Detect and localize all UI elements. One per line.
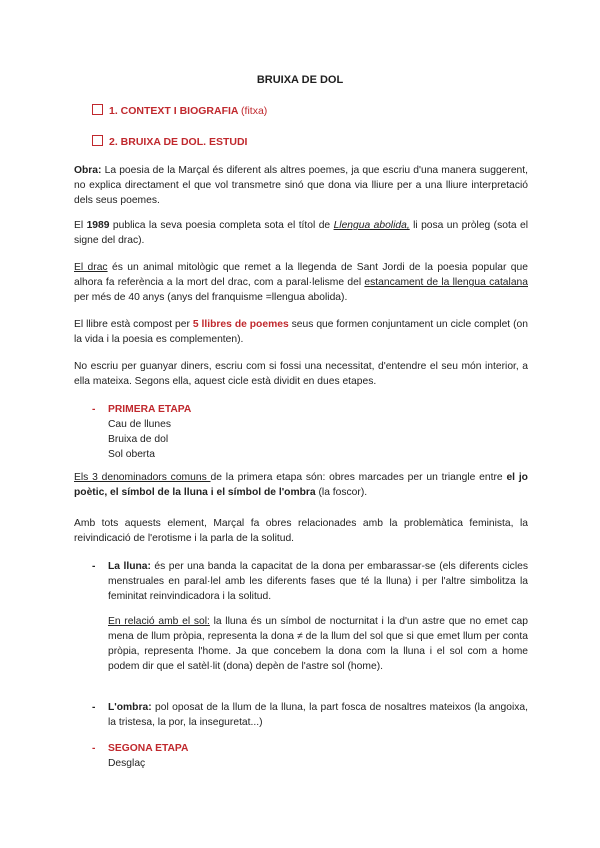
bullet-text: és per una banda la capacitat de la dona per embarassar-se (els diferents cicles menstruales en paral·lel amb les diferents fases que té la lluna) i per l'altre simbolitza la feminitat reinvindicadora i la solitud. bbox=[108, 561, 528, 602]
section-label: 1. CONTEXT I BIOGRAFIA bbox=[109, 105, 239, 117]
bullet-lead: La lluna: bbox=[108, 561, 151, 572]
bullet-text: pol oposat de la llum de la lluna, la part fosca de nosaltres mateixos (la angoixa, la tristesa, la por, la inseguretat...) bbox=[108, 702, 528, 728]
highlight-text: 5 llibres de poemes bbox=[192, 319, 289, 330]
underlined-text: Els 3 denominadors comuns bbox=[74, 472, 211, 483]
paragraph-drac bbox=[74, 260, 528, 305]
text-run: de la primera etapa són: obres marcades per un triangle entre bbox=[210, 472, 507, 483]
section-note: (fitxa) bbox=[241, 105, 268, 117]
dash-bullet: - bbox=[92, 561, 96, 572]
stage-segona bbox=[92, 741, 528, 771]
dash-bullet: - bbox=[92, 743, 96, 754]
checkbox-icon[interactable] bbox=[92, 135, 103, 146]
paragraph-feminista bbox=[74, 516, 528, 546]
text-run: (la foscor). bbox=[315, 487, 368, 498]
year: 1989 bbox=[86, 220, 110, 231]
text-run: per més de 40 anys (anys del franquisme =llengua abolida). bbox=[74, 292, 348, 303]
paragraph-obra bbox=[74, 163, 528, 208]
underlined-text: En relació amb el sol: bbox=[108, 616, 210, 627]
section-context-biografia[interactable] bbox=[92, 104, 267, 119]
dash-bullet: - bbox=[92, 702, 96, 713]
paragraph-text: Amb tots aquests element, Marçal fa obres relacionades amb la problemàtica feminista, la reivindicació de l'erotisme i la parla de la solitud. bbox=[74, 518, 528, 544]
bullet-ombra bbox=[92, 700, 528, 730]
underlined-text: estancament de la llengua catalana bbox=[364, 277, 528, 288]
list-item: Bruixa de dol bbox=[108, 434, 169, 445]
text-run: seus que formen conjuntament un cicle complet (on la vida i la poesia es complementen). bbox=[74, 319, 528, 345]
dash-bullet: - bbox=[92, 404, 96, 415]
paragraph-1989 bbox=[74, 218, 528, 248]
bold-text: el jo poètic, el símbol de la lluna i el símbol de l'ombra bbox=[74, 472, 528, 498]
paragraph-lead: El drac bbox=[74, 262, 108, 273]
page-title: BRUIXA DE DOL bbox=[256, 74, 344, 86]
text-run: El llibre està compost per bbox=[74, 319, 193, 330]
paragraph-text: La poesia de la Marçal és diferent als altres poemes, ja que escriu d'una manera suggerent, no explica directament el que vol transmetre sinó que dona via lliure per a una lliure interpretació dels seus poemes. bbox=[74, 165, 528, 206]
paragraph-denominadors bbox=[74, 470, 528, 500]
stage-primera bbox=[92, 402, 528, 462]
bullet-text: la lluna és un símbol de nocturnitat i la d'un astre que no emet cap mena de llum pròpia, representa la dona ≠ de la llum del sol que si que emet llum per conta pròpia, representa l'home. Ja que concebem la dona com la lluna i el sol com a home podem dir que el satèl·lit (dona) depèn de l'astre sol (home). bbox=[108, 616, 528, 672]
text-run: publica la seva poesia completa sota el títol de bbox=[109, 220, 334, 231]
checkbox-icon[interactable] bbox=[92, 104, 103, 115]
bullet-lead: L'ombra: bbox=[108, 702, 152, 713]
paragraph-llibre bbox=[74, 317, 528, 347]
list-item: Desglaç bbox=[108, 758, 146, 769]
list-item: Sol oberta bbox=[108, 449, 155, 460]
paragraph-lead: Obra: bbox=[74, 165, 102, 176]
text-run: és un animal mitològic que remet a la llegenda de Sant Jordi de la poesia popular que alhora fa referència a la mort del drac, com a paral·lelisme del bbox=[74, 262, 528, 288]
paragraph-escriu bbox=[74, 359, 528, 389]
bullet-lluna bbox=[92, 559, 528, 604]
stage-heading: SEGONA ETAPA bbox=[108, 743, 189, 754]
paragraph-text: No escriu per guanyar diners, escriu com si fossi una necessitat, d'entendre el seu món interior, a ella mateixa. Segons ella, aquest cicle està dividit en dues etapes. bbox=[74, 361, 528, 387]
stage-heading: PRIMERA ETAPA bbox=[108, 404, 192, 415]
list-item: Cau de llunes bbox=[108, 419, 171, 430]
section-bruixa-estudi[interactable] bbox=[92, 135, 247, 150]
text-run: li posa un pròleg (sota el signe del drac). bbox=[74, 220, 528, 246]
text-run: El bbox=[74, 220, 87, 231]
bullet-sol bbox=[92, 614, 528, 674]
section-label: 2. BRUIXA DE DOL. ESTUDI bbox=[109, 136, 248, 148]
book-title: Llengua abolida, bbox=[333, 220, 410, 231]
